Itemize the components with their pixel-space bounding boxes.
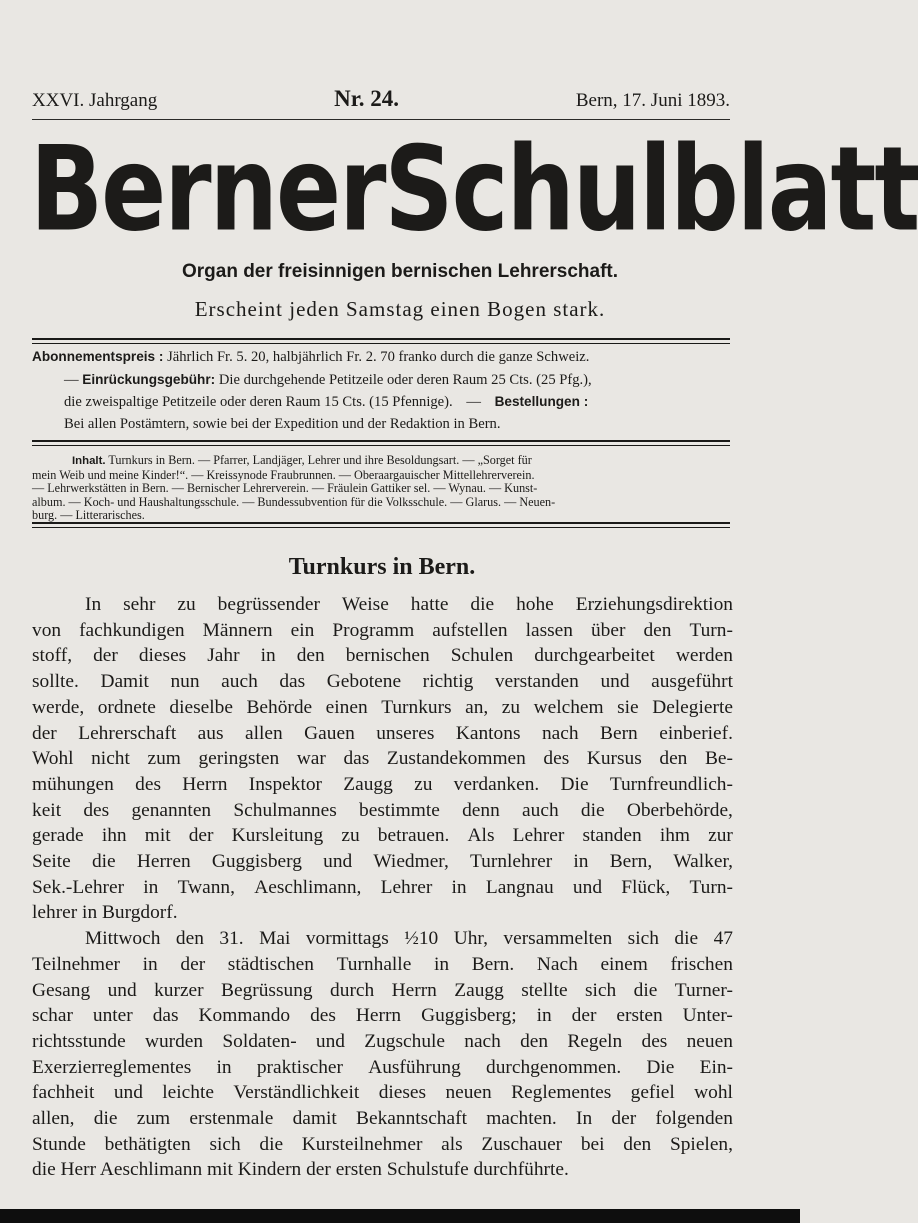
article-line: allen, die zum erstenmale damit Bekanntschaft machten. In der folgenden [32, 1108, 733, 1130]
article-line: Stunde bethätigten sich die Kursteilnehmer als Zuschauer bei den Spielen, [32, 1133, 733, 1155]
article-line: fachheit und leichte Verständlichkeit dieses neuen Reglementes gefiel wohl [32, 1082, 733, 1104]
advertising-label: Einrückungsgebühr: [82, 371, 216, 387]
subscription-line [32, 346, 732, 369]
article-title: Turnkurs in Bern. [288, 554, 476, 580]
article-line: Seite die Herren Guggisberg und Wiedmer, Turnlehrer in Bern, Walker, [32, 851, 733, 873]
tagline: Erscheint jeden Samstag einen Bogen stark. [194, 297, 606, 321]
masthead-word-1: Berner [30, 120, 385, 258]
contents-line [32, 454, 732, 469]
subscription-label: Abonnementspreis : [32, 349, 164, 364]
article-line: der Lehrerschaft aus allen Gauen unseres Kantons nach Bern einberief. [32, 722, 733, 744]
contents-line: burg. — Litterarisches. [32, 508, 145, 523]
contents-text: Turnkurs in Bern. — Pfarrer, Landjäger, Lehrer und ihre Besoldungsart. — „Sorget für [108, 453, 532, 467]
article-line: In sehr zu begrüssender Weise hatte die hohe Erziehungsdirektion [85, 594, 733, 615]
volume-label: XXVI. Jahrgang [32, 90, 158, 111]
subscription-rule [32, 440, 730, 446]
article-line: Exerzierreglementes in praktischer Ausführung durchgenommen. Die Ein- [32, 1056, 733, 1078]
advertising-text: Die durchgehende Petitzeile oder deren Raum 25 Cts. (25 Pfg.), [218, 371, 592, 388]
subscription-dash: — [466, 394, 481, 410]
subscription-line [32, 391, 732, 414]
advertising-text-2: die zweispaltige Petitzeile oder deren Raum 15 Cts. (15 Pfennige). [64, 394, 453, 410]
article-line: Wohl nicht zum geringsten war das Zustandekommen des Kursus den Be- [32, 748, 733, 770]
article-line: Gesang und kurzer Begrüssung durch Herrn Zaugg stellte sich die Turner- [32, 979, 733, 1001]
subscription-dash: — [64, 371, 79, 388]
subscription-info [32, 346, 732, 435]
article-line: die Herr Aeschlimann mit Kindern der ersten Schulstufe durchführte. [32, 1159, 569, 1181]
article-line: schar unter das Kommando des Herrn Guggisberg; in der ersten Unter- [32, 1005, 733, 1027]
article-line: gerade ihn mit der Kursleitung zu betrauen. Als Lehrer standen ihm zur [32, 825, 733, 847]
contents-label: Inhalt. [72, 455, 106, 467]
issue-number: Nr. 24. [334, 86, 400, 111]
article-line: von fachkundigen Männern ein Programm aufstellen lassen über den Turn- [32, 619, 733, 641]
masthead-title [30, 120, 918, 258]
article-body [32, 592, 733, 1183]
contents-line: — Lehrwerkstätten in Bern. — Bernischer Lehrerverein. — Fräulein Gattiker sel. — Wynau. — Kunst- [32, 481, 538, 496]
article-line: keit des genannten Schulmannes bestimmte denn auch die Oberbehörde, [32, 799, 733, 821]
subtitle: Organ der freisinnigen bernischen Lehrerschaft. [181, 261, 619, 282]
article-line: Sek.-Lehrer in Twann, Aeschlimann, Lehrer in Langnau und Flück, Turn- [32, 876, 733, 898]
page-bottom-edge [0, 1209, 800, 1223]
issue-date: Bern, 17. Juni 1893. [575, 90, 730, 111]
contents-rule [32, 522, 730, 528]
article-line: richtsstunde wurden Soldaten- und Zugschule nach den Regeln des neuen [32, 1030, 733, 1052]
article-line: Mittwoch den 31. Mai vormittags ½10 Uhr, versammelten sich die 47 [85, 928, 733, 950]
article-line: stoff, der dieses Jahr in den bernischen Schulen durchgearbeitet werden [32, 645, 733, 667]
orders-text: Bei allen Postämtern, sowie bei der Expedition und der Redaktion in Bern. [64, 415, 501, 432]
table-of-contents [32, 454, 732, 523]
masthead-word-2: Schulblatt [384, 120, 918, 258]
contents-line: mein Weib und meine Kinder!“. — Kreissynode Fraubrunnen. — Oberaargauischer Mittellehrerverein. [32, 467, 535, 482]
article-line: sollte. Damit nun auch das Gebotene richtig verstanden und ausgeführt [32, 671, 733, 693]
article-line: werde, ordnete dieselbe Behörde einen Turnkurs an, zu welchem sie Delegierte [32, 696, 733, 718]
masthead-rule [32, 338, 730, 344]
article-line: Teilnehmer in der städtischen Turnhalle in Bern. Nach einem frischen [32, 953, 733, 975]
issue-header [32, 86, 730, 116]
contents-line: album. — Koch- und Haushaltungsschule. — Bundessubvention für die Volksschule. — Glarus. — Neuen- [32, 494, 556, 509]
article-line: mühungen des Herrn Inspektor Zaugg zu verdanken. Die Turnfreundlich- [32, 773, 733, 795]
subscription-line [32, 414, 732, 436]
article-line: lehrer in Burgdorf. [32, 902, 178, 924]
subscription-line [32, 369, 732, 392]
subscription-text: Jährlich Fr. 5. 20, halbjährlich Fr. 2. 70 franko durch die ganze Schweiz. [167, 349, 590, 365]
orders-label: Bestellungen : [494, 394, 589, 409]
